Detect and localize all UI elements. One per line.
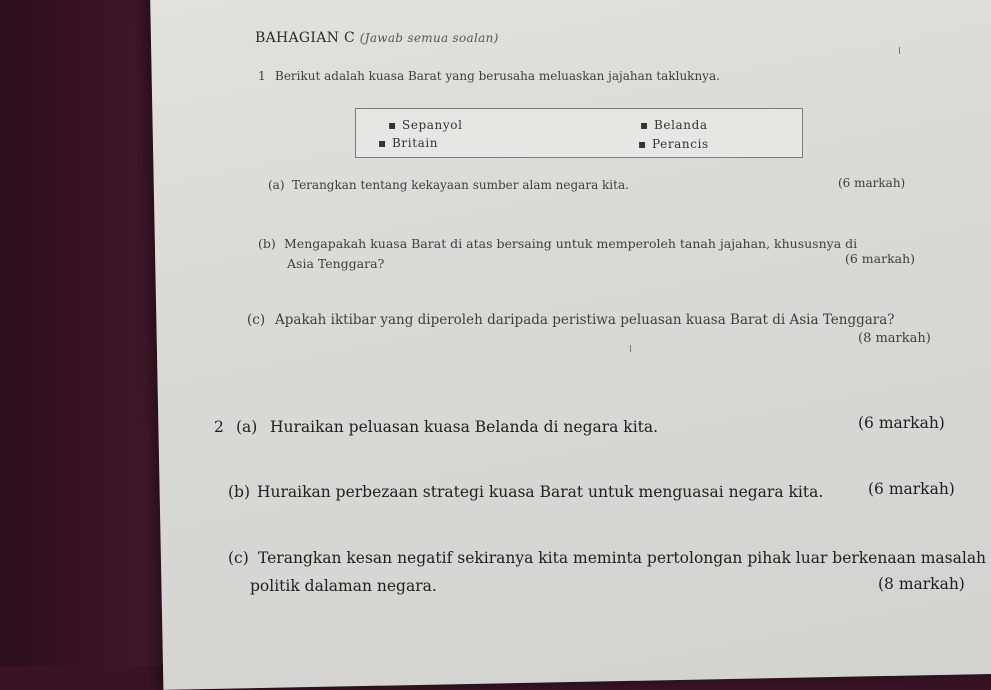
q2c-label: (c) bbox=[228, 549, 249, 567]
q1-number: 1 bbox=[258, 69, 266, 83]
q2a-marks: (6 markah) bbox=[858, 414, 945, 432]
section-heading bbox=[255, 30, 499, 46]
q1a-marks: (6 markah) bbox=[838, 176, 906, 190]
q1b-text-line2: Asia Tenggara? bbox=[287, 256, 385, 271]
q2a-label: (a) bbox=[236, 418, 258, 436]
q2c-text-line1: Terangkan kesan negatif sekiranya kita meminta pertolongan pihak luar berkenaan masalah bbox=[258, 549, 987, 567]
pen-mark bbox=[899, 47, 900, 54]
q2c-marks: (8 markah) bbox=[878, 575, 965, 593]
q1-stem: Berikut adalah kuasa Barat yang berusaha meluaskan jajahan takluknya. bbox=[275, 69, 720, 83]
section-note: (Jawab semua soalan) bbox=[359, 31, 499, 45]
section-title: BAHAGIAN C bbox=[255, 30, 355, 46]
q1b-label: (b) bbox=[258, 236, 276, 251]
q2c-text-line2: politik dalaman negara. bbox=[250, 577, 437, 595]
power-item: ▪ Perancis bbox=[638, 137, 709, 151]
power-item: ▪ Sepanyol bbox=[388, 118, 463, 132]
q2a-text: Huraikan peluasan kuasa Belanda di negara kita. bbox=[270, 418, 659, 436]
q2b-text: Huraikan perbezaan strategi kuasa Barat untuk menguasai negara kita. bbox=[257, 483, 824, 501]
western-powers-box bbox=[355, 108, 803, 158]
q1b-marks: (6 markah) bbox=[845, 251, 916, 266]
q1a-text: Terangkan tentang kekayaan sumber alam negara kita. bbox=[292, 178, 629, 192]
pen-mark bbox=[630, 345, 631, 352]
q1a-label: (a) bbox=[268, 178, 285, 192]
power-item: ▪ Britain bbox=[378, 136, 439, 150]
q1c-text: Apakah iktibar yang diperoleh daripada peristiwa peluasan kuasa Barat di Asia Tenggara? bbox=[275, 312, 895, 328]
q2b-label: (b) bbox=[228, 483, 251, 501]
q1c-label: (c) bbox=[247, 312, 266, 328]
q1b-text-line1: Mengapakah kuasa Barat di atas bersaing untuk memperoleh tanah jajahan, khususnya di bbox=[284, 236, 858, 251]
q2-number: 2 bbox=[214, 418, 224, 436]
power-item: ▪ Belanda bbox=[640, 118, 708, 132]
q1c-marks: (8 markah) bbox=[858, 331, 931, 346]
q2b-marks: (6 markah) bbox=[868, 480, 955, 498]
